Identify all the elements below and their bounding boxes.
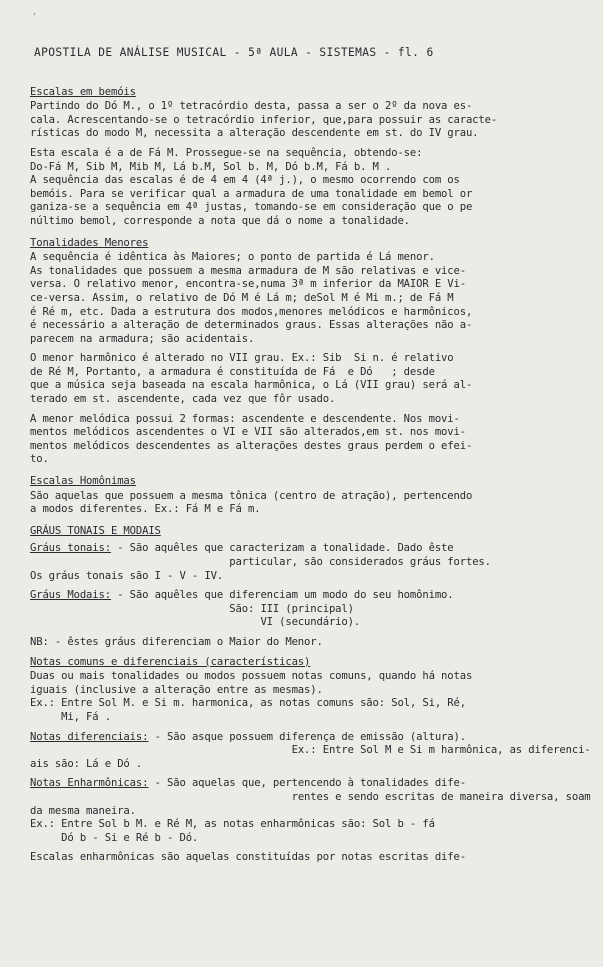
paragraph: Partindo do Dó M., o 1º tetracórdio desta, passa a ser o 2º da nova es- cala. Acrescentando-se o tetracórdio inferior, que,para possuir as caracte- rísticas do modo M, necessita a alteração descendente em st. do IV grau. (30, 100, 498, 140)
paragraph: O menor harmônico é alterado no VII grau. Ex.: Sib Si n. é relativo de Ré M, Portanto, a armadura é constituída de Fá e Dó ; desde que a música seja baseada na escala harmônica, o Lá (VII grau) será al- terado em st. ascendente, cada vez que fôr usado. (30, 352, 473, 406)
paragraph: Duas ou mais tonalidades ou modos possuem notas comuns, quando há notas iguais (inclusive a alteração entre as mesmas). Ex.: Entre Sol M. e Si m. harmonica, as notas comuns são: Sol, Si, Ré, Mi, Fá . (30, 670, 473, 723)
notas-enharmonicas-text: - São aquelas que, pertencendo à tonalidades dife- rentes e sendo escritas de maneira diversa, soam (154, 777, 591, 803)
section-title-notas-comuns: Notas comuns e diferenciais (características) (30, 655, 311, 668)
section-title-escalas-bemois: Escalas em bemóis (30, 85, 136, 98)
graus-tonais-list: Os gráus tonais são I - V - IV. (30, 569, 224, 582)
notas-diferenciais-label: Notas diferenciais: (30, 730, 149, 743)
graus-modais-label: Gráus Modais: (30, 589, 111, 602)
paragraph: A sequência é idêntica às Maiores; o ponto de partida é Lá menor. As tonalidades que possuem a mesma armadura de M são relativas e vice- versa. O relativo menor, encontra-se,numa 3ª m inferior da MAIOR E Vi- ce-versa. Assim, o relativo de Dó M é Lá m; deSol M é Mi m.; de Fá M é Ré m, etc. Dada a estrutura dos modos,menores melódicos e harmônicos, é necessário a alteração de determinados graus. Essas alterações não a- parecem na armadura; são acidentais. (30, 251, 473, 345)
corner-mark: ’ (32, 12, 37, 21)
paragraph: A sequência das escalas é de 4 em 4 (4ª j.), o mesmo ocorrendo com os bemóis. Para se verificar qual a armadura de uma tonalidade em bemol or ganiza-se a sequência em 4ª justas, tomando-se em consideração que o pe núltimo bemol, corresponde a nota que dá o nome a tonalidade. (30, 174, 473, 227)
graus-tonais-label: Gráus tonais: (30, 542, 111, 555)
paragraph-final: Escalas enharmônicas são aquelas constituídas por notas escritas dife- (30, 851, 466, 864)
graus-modais-text: - São aquêles que diferenciam um modo do seu homônimo. São: III (principal) VI (secundário). (117, 589, 454, 629)
section-title-escalas-homonimas: Escalas Homônimas (30, 475, 136, 488)
section-title-graus: GRÁUS TONAIS E MODAIS (30, 524, 161, 537)
notas-diferenciais-text: - São asque possuem diferença de emissão (altura). Ex.: Entre Sol M e Si m harmônica, as diferenci- (154, 730, 591, 757)
graus-nb: NB: - êstes gráus diferenciam o Maior do Menor. (30, 635, 323, 648)
section-title-tonalidades-menores: Tonalidades Menores (30, 236, 149, 249)
paragraph: São aquelas que possuem a mesma tônica (centro de atração), pertencendo a modos diferentes. Ex.: Fá M e Fá m. (30, 489, 473, 516)
notas-enharmonicas-cont: da mesma maneira. Ex.: Entre Sol b M. e Ré M, as notas enharmônicas são: Sol b - fá Dó b - Si e Ré b - Dó. (30, 804, 435, 844)
page-header: APOSTILA DE ANÁLISE MUSICAL - 5ª AULA - SISTEMAS - fl. 6 (34, 46, 434, 59)
notas-enharmonicas-label: Notas Enharmônicas: (30, 777, 149, 790)
graus-modais-row (30, 589, 581, 630)
graus-tonais-text: - São aquêles que caracterizam a tonalidade. Dado êste particular, são considerados gráus fortes. (117, 542, 491, 568)
notas-diferenciais-end: ais são: Lá e Dó . (30, 757, 143, 770)
notas-enharmonicas-row (30, 777, 591, 804)
paragraph: A menor melódica possui 2 formas: ascendente e descendente. Nos movi- mentos melódicos ascendentes o VI e VII são alterados,em st. nos movi- mentos melódicos descendentes as alterações destes graus perdem o efei- to. (30, 412, 473, 466)
paragraph: Esta escala é a de Fá M. Prossegue-se na sequência, obtendo-se: Do-Fá M, Sib M, Mib M, Lá b.M, Sol b. M, Dó b.M, Fá b. M . (30, 146, 423, 173)
notas-diferenciais-row (30, 730, 591, 758)
graus-tonais-row (30, 542, 581, 569)
